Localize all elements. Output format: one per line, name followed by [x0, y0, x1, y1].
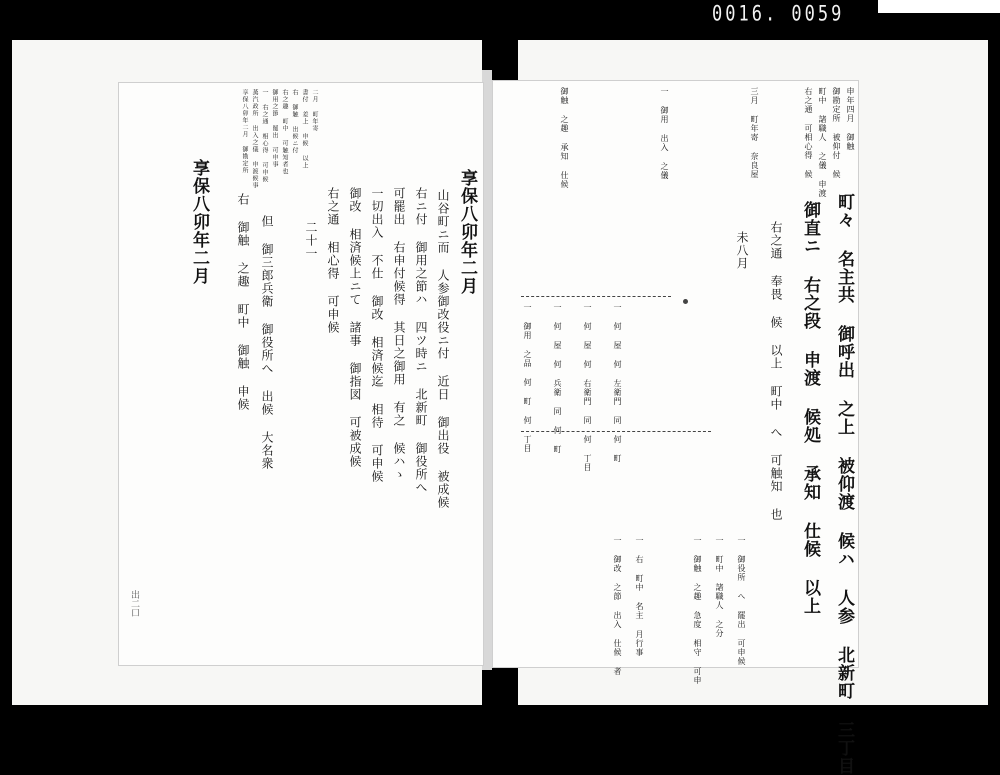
right-date-col: 未八月 — [735, 231, 749, 270]
left-main-col-4: 可罷出 右申付候得 其日之御用 有之 候ハゝ — [392, 187, 406, 481]
right-main-col-3: 右之通 奉畏 候 以上 町中 へ 可触知 也 — [769, 221, 783, 521]
left-main-col-3: 右ニ付 御用之節ハ 四ツ時ニ 北新町 御役所へ — [414, 187, 428, 494]
ink-dot — [683, 299, 688, 304]
right-page — [492, 80, 859, 775]
grid-rule-upper — [521, 296, 671, 297]
right-top-col-7: 御触 之趣 承知 仕候 — [560, 87, 569, 189]
left-header-col-5: 右之趣 町中 可触知者也 — [281, 89, 288, 175]
left-main-col-7: 右之通 相心得 可申候 — [326, 187, 340, 334]
left-header-col-3: 一 右之通 相心得 可申候 — [261, 89, 268, 183]
left-header-col-8: 二月 町年寄 — [311, 89, 318, 132]
grid-row-3: 一 何 屋 何 右衛門 同 何 丁目 — [583, 303, 592, 472]
right-top-col-3: 町中 諸職人 之儀 申渡 — [818, 87, 827, 198]
left-header-col-1: 享保八卯年二月 御勘定所 — [241, 89, 248, 174]
left-main-col-8: 但 御三郎兵衛 御役所へ 出候 大名衆 — [260, 215, 274, 470]
left-header-col-4: 御用之節 罷出 可申事 — [271, 89, 278, 168]
right-main-col-1: 町々 名主共 御呼出 之上 被仰渡 候ハ 人参 北新町 三丁目 — [834, 193, 854, 775]
left-main-col-5: 一切出入 不仕 御改 相済候迄 相待 可申候 — [370, 187, 384, 483]
right-top-col-1: 申年四月 御触 — [846, 87, 855, 151]
left-date-col: 享保八卯年二月 — [189, 159, 209, 285]
grid-row-4: 一 何 屋 何 左衛門 同 何 町 — [613, 303, 622, 463]
bottom-col-5: 一 御役所 へ 罷出 可申候 — [737, 536, 746, 666]
left-main-col-1: 享保八卯年二月 — [457, 169, 477, 295]
grid-row-1: 一 御用 之品 何 町 何 丁目 — [523, 303, 532, 453]
left-page — [118, 82, 484, 666]
left-main-col-9: 右 御触 之趣 町中 御触 申候 — [236, 193, 250, 411]
left-main-col-6: 御改 相済候上ニて 諸事 御指図 可被成候 — [348, 187, 362, 468]
right-top-col-6: 一 御用 出入 之儀 — [660, 87, 669, 180]
bottom-col-2: 一 右 町中 名主 月行事 — [635, 536, 644, 657]
bottom-col-4: 一 町中 諸職人 之分 — [715, 536, 724, 638]
right-top-col-5: 三月 町年寄 奈良屋 — [750, 87, 759, 179]
right-top-col-4: 右之通 可相心得 候 — [804, 87, 813, 179]
right-main-col-2: 御直ニ 右之段 申渡 候処 承知 仕候 以上 — [800, 201, 820, 615]
frame-corner-marker — [878, 0, 1000, 13]
left-header-col-6: 右 御触 出候ニ付 — [291, 89, 298, 154]
bottom-col-3: 一 御触 之趣 急度 相守 可申 — [693, 536, 702, 685]
left-header-col-7: 書付 差上 申候 以上 — [301, 89, 308, 169]
left-main-col-2: 山谷町ニ而 人参御改役ニ付 近日 御出役 被成候 — [436, 189, 450, 509]
archive-stamp: 出二口 — [129, 590, 139, 617]
left-sign-col: 二十一 — [304, 221, 318, 260]
left-header-col-2: 蒸汽政所 出入之儀 申渡候事 — [251, 89, 258, 189]
microfilm-frame-number: 0016. 0059 — [712, 1, 845, 27]
right-top-col-2: 御勘定所 被仰付 候 — [832, 87, 841, 179]
bottom-col-1: 一 御改 之節 出入 仕候 者 — [613, 536, 622, 676]
grid-row-2: 一 何 屋 何 兵衛 同 何 町 — [553, 303, 562, 454]
